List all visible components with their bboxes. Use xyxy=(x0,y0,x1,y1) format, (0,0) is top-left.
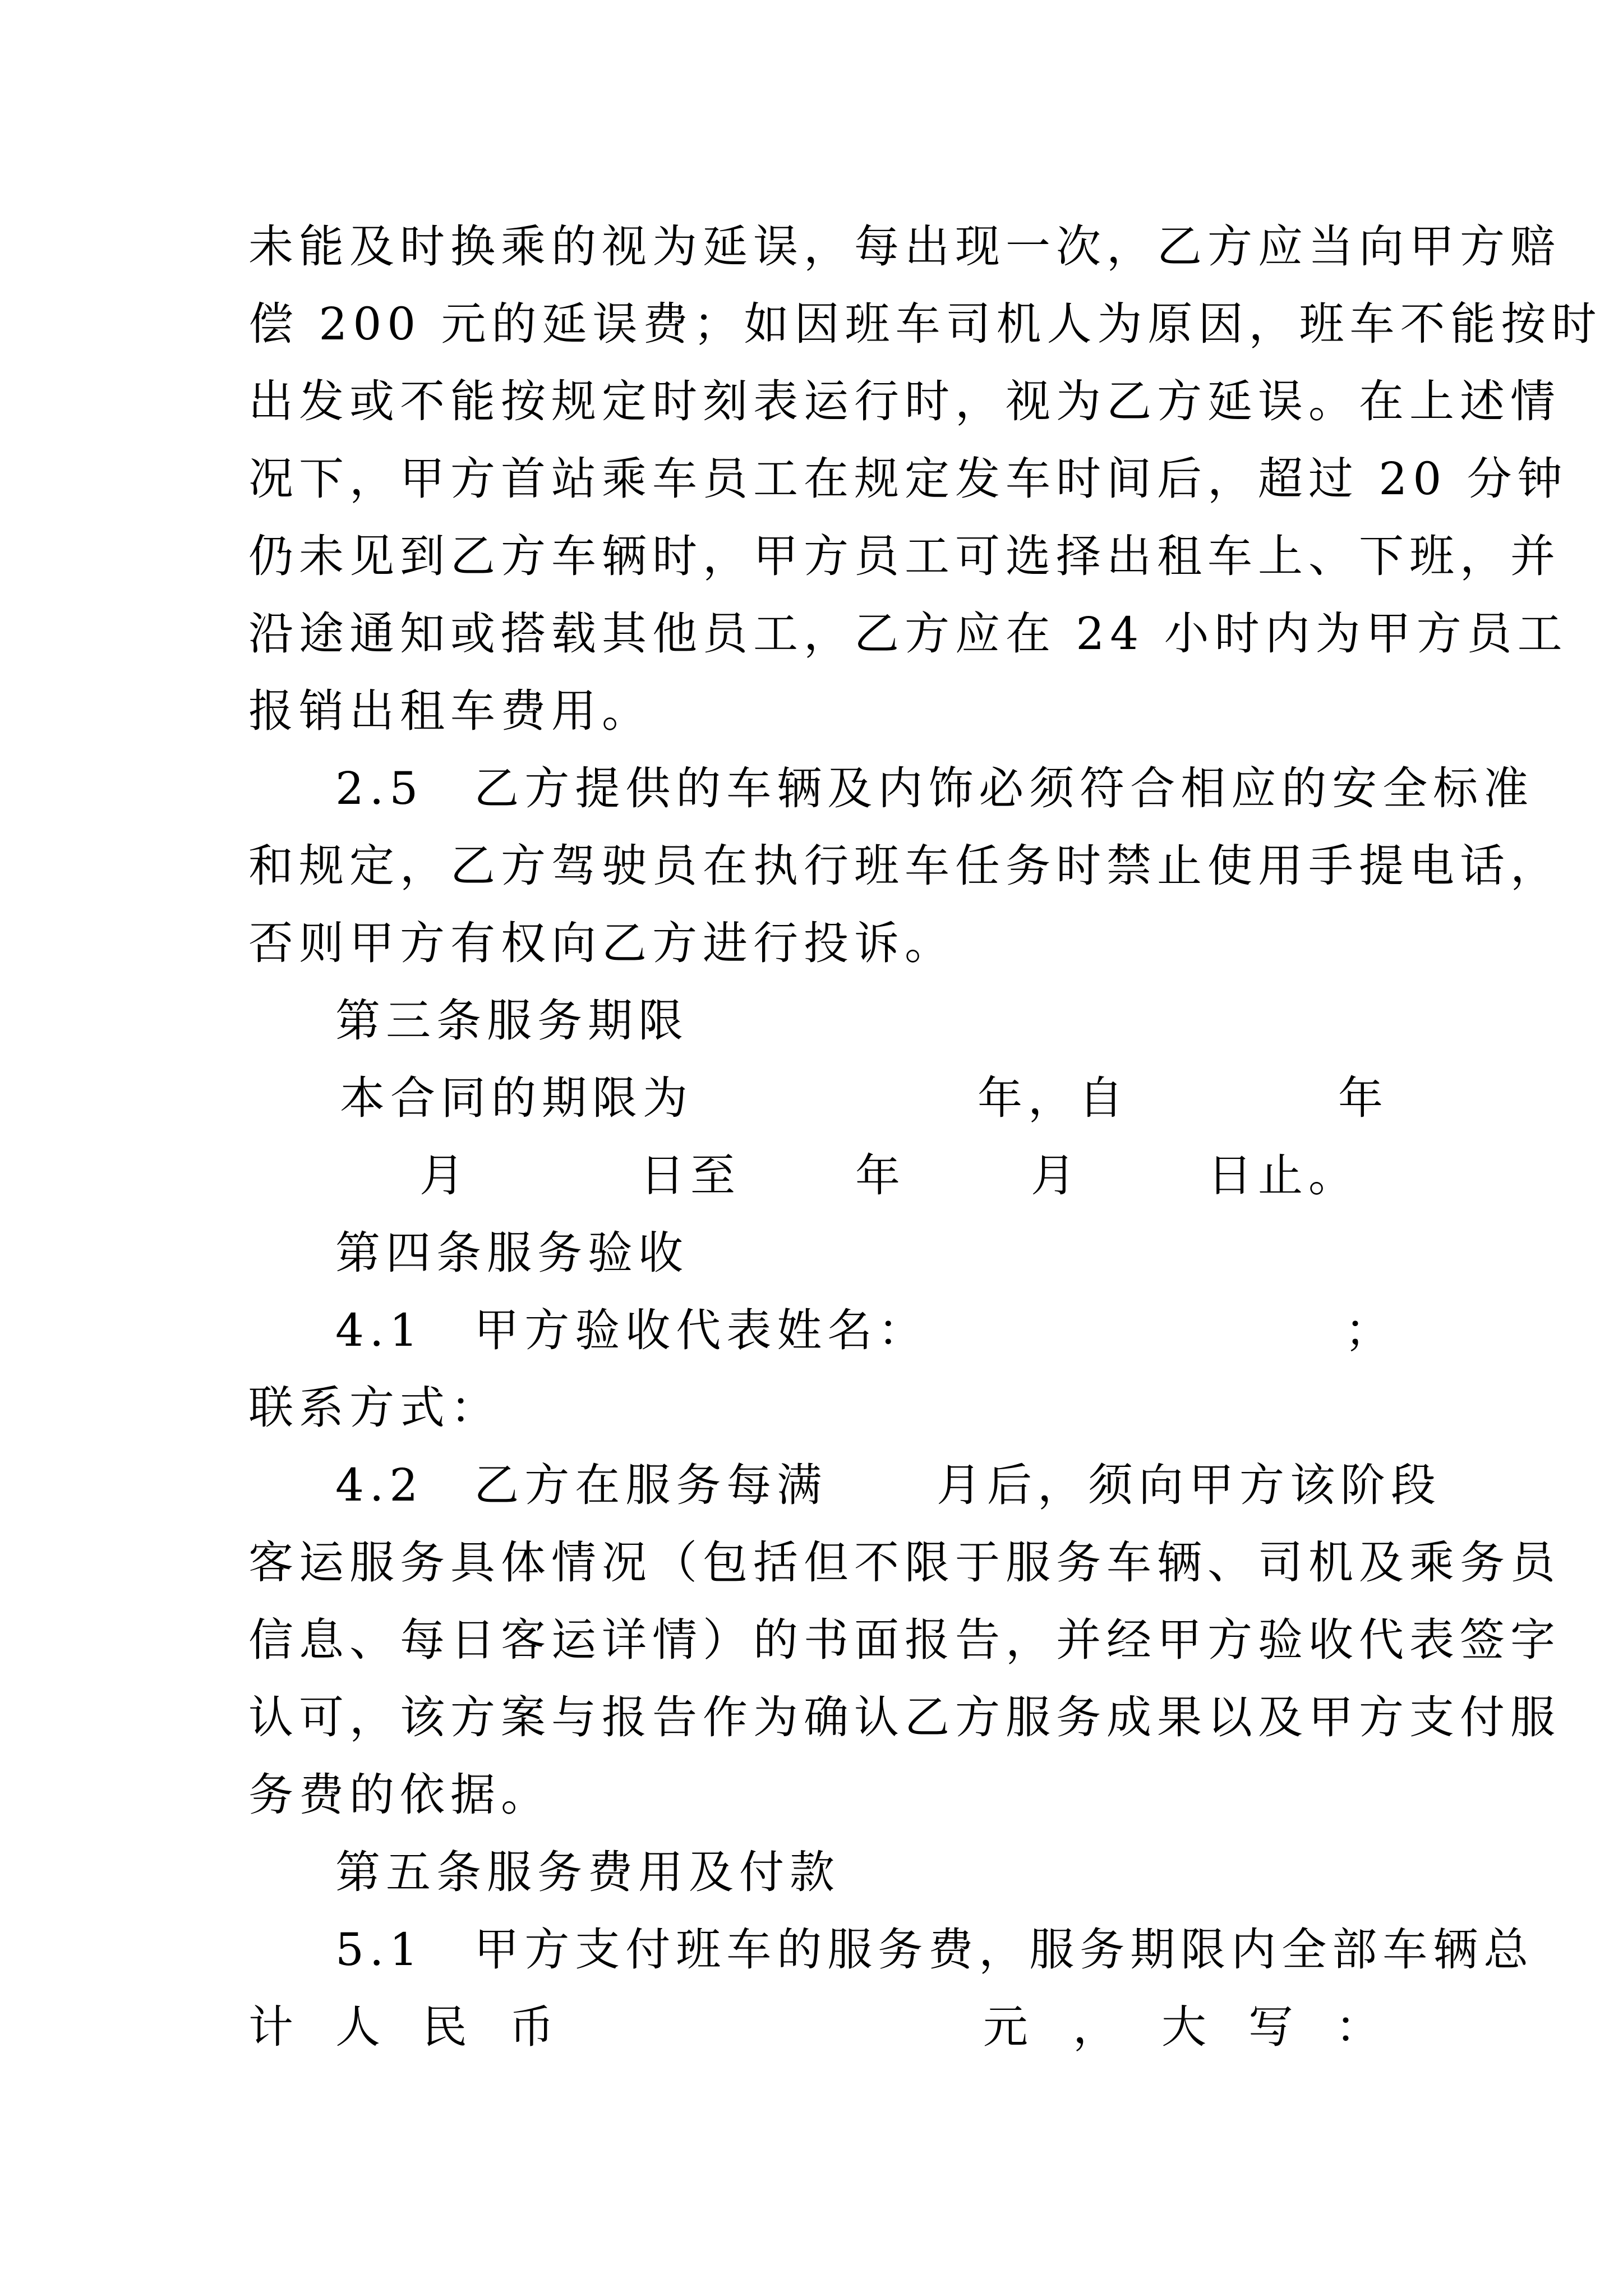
paragraph-line: 偿 200 元的延误费；如因班车司机人为原因，班车不能按时 xyxy=(248,298,1602,350)
clause-2-5-line: 2.5 乙方提供的车辆及内饰必须符合相应的安全标准 xyxy=(335,762,1534,815)
paragraph-line: 信息、每日客运详情）的书面报告，并经甲方验收代表签字 xyxy=(248,1614,1561,1666)
amount-comma: ， xyxy=(1073,2001,1123,2053)
section-4-title: 第四条服务验收 xyxy=(335,1227,689,1279)
paragraph-line: 否则甲方有权向乙方进行投诉。 xyxy=(248,917,955,969)
amount-daxie-char: 大 xyxy=(1161,2001,1212,2053)
term-month: 月 xyxy=(419,1149,470,1202)
amount-char: 计 xyxy=(248,2001,299,2053)
clause-5-1-line: 5.1 甲方支付班车的服务费，服务期限内全部车辆总 xyxy=(335,1924,1534,1976)
section-5-title: 第五条服务费用及付款 xyxy=(335,1846,840,1898)
amount-line xyxy=(248,1988,1387,2067)
paragraph-line: 务费的依据。 xyxy=(248,1769,551,1821)
amount-daxie-colon: ： xyxy=(1335,2001,1386,2053)
paragraph-line: 沿途通知或搭载其他员工，乙方应在 24 小时内为甲方员工 xyxy=(248,608,1568,660)
term-day-to: 日至 xyxy=(640,1149,741,1202)
term-day-end: 日止。 xyxy=(1207,1149,1359,1202)
paragraph-line: 未能及时换乘的视为延误，每出现一次，乙方应当向甲方赔 xyxy=(248,220,1561,273)
paragraph-line: 认可，该方案与报告作为确认乙方服务成果以及甲方支付服 xyxy=(248,1691,1561,1743)
amount-char: 民 xyxy=(422,2001,473,2053)
paragraph-line: 况下，甲方首站乘车员工在规定发车时间后，超过 20 分钟 xyxy=(248,453,1568,505)
term-prefix: 本合同的期限为 xyxy=(340,1072,693,1124)
term-year-2: 年 xyxy=(855,1149,906,1202)
amount-char: 人 xyxy=(335,2001,386,2053)
clause-4-2-after-blank: 月后，须向甲方该阶段 xyxy=(937,1459,1441,1511)
term-month-2: 月 xyxy=(1031,1149,1081,1202)
clause-4-2-line xyxy=(335,1446,1441,1525)
clause-4-1-end: ； xyxy=(1345,1304,1395,1356)
term-year-from: 年，自 xyxy=(978,1072,1129,1124)
section-3-title: 第三条服务期限 xyxy=(335,995,689,1047)
clause-4-1-line xyxy=(335,1291,1395,1370)
contact-label: 联系方式： xyxy=(248,1382,501,1434)
amount-yuan: 元 xyxy=(983,2001,1034,2053)
paragraph-line: 出发或不能按规定时刻表运行时，视为乙方延误。在上述情 xyxy=(248,375,1561,427)
term-year: 年 xyxy=(1338,1072,1389,1124)
amount-char: 币 xyxy=(509,2001,560,2053)
paragraph-line: 报销出租车费用。 xyxy=(248,685,652,737)
paragraph-line: 仍未见到乙方车辆时，甲方员工可选择出租车上、下班，并 xyxy=(248,530,1561,582)
term-line xyxy=(340,1059,1387,1138)
clause-4-1-label: 4.1 甲方验收代表姓名： xyxy=(335,1304,929,1356)
paragraph-line: 客运服务具体情况（包括但不限于服务车辆、司机及乘务员 xyxy=(248,1536,1561,1589)
paragraph-line: 和规定，乙方驾驶员在执行班车任务时禁止使用手提电话， xyxy=(248,840,1561,892)
clause-4-2-start: 4.2 乙方在服务每满 xyxy=(335,1459,828,1511)
term-line-2 xyxy=(248,1137,1387,1215)
amount-daxie-char: 写 xyxy=(1248,2001,1299,2053)
